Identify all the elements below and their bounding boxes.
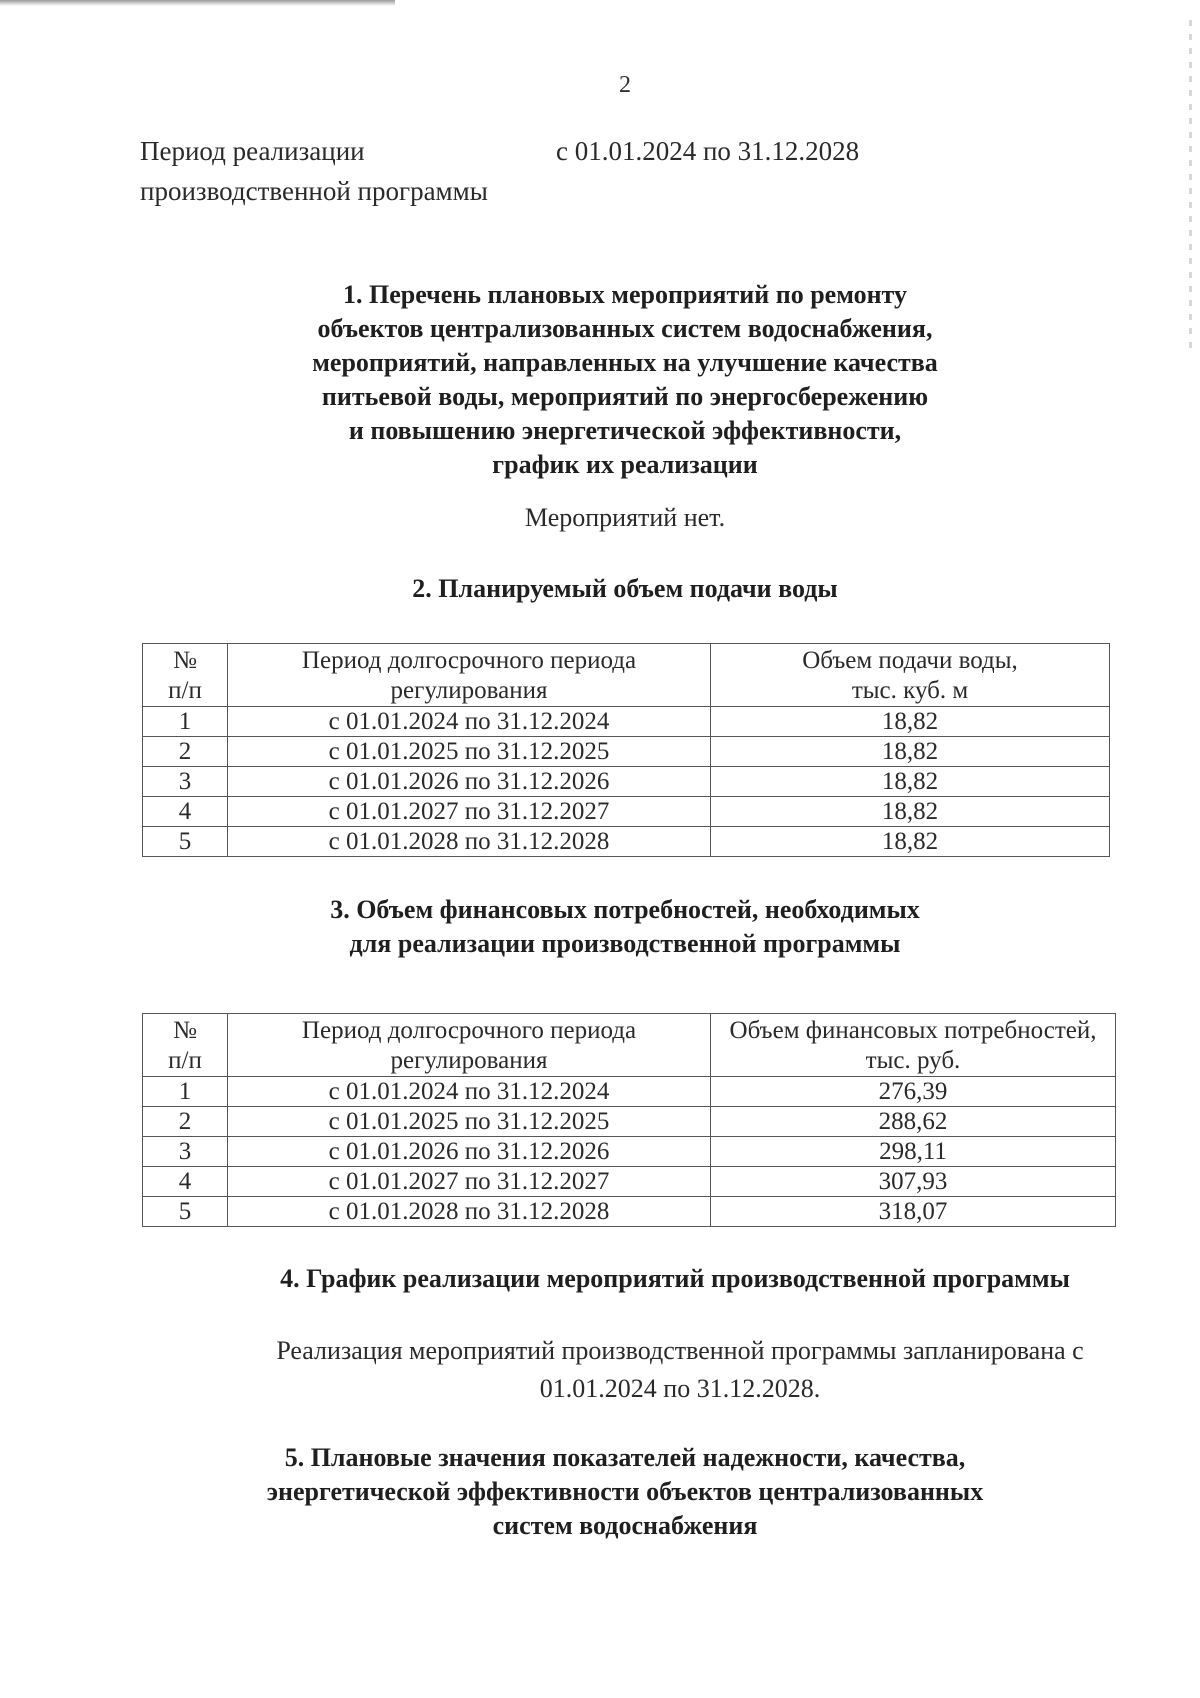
row-num: 5 xyxy=(143,1197,228,1227)
header-value-line1: Объем финансовых потребностей, xyxy=(729,1017,1097,1044)
section4-text-line1: Реализация мероприятий производственной программы запланирована с xyxy=(276,1336,1084,1365)
program-period-label-line2: производственной программы xyxy=(140,176,488,206)
section5-title-line: 5. Плановые значения показателей надежности, качества, xyxy=(284,1443,966,1472)
row-period: с 01.01.2024 по 31.12.2024 xyxy=(228,1077,711,1107)
table-row xyxy=(143,1107,1116,1137)
row-period: с 01.01.2025 по 31.12.2025 xyxy=(228,737,711,767)
table-row xyxy=(143,767,1110,797)
header-num xyxy=(143,1014,228,1077)
row-period: с 01.01.2027 по 31.12.2027 xyxy=(228,797,711,827)
row-num: 2 xyxy=(143,1107,228,1137)
table-row xyxy=(143,707,1110,737)
header-period-line2: регулирования xyxy=(390,1047,548,1074)
page-number: 2 xyxy=(619,72,631,98)
water-supply-table xyxy=(142,643,1110,857)
row-period: с 01.01.2028 по 31.12.2028 xyxy=(228,827,711,857)
section4-title: 4. График реализации мероприятий производственной программы xyxy=(280,1264,1070,1293)
row-period: с 01.01.2028 по 31.12.2028 xyxy=(228,1197,711,1227)
program-period-label-line1: Период реализации xyxy=(140,136,365,166)
section3-title xyxy=(150,893,1100,961)
row-num: 3 xyxy=(143,767,228,797)
section1-title xyxy=(150,278,1100,482)
section1-title-line: мероприятий, направленных на улучшение качества xyxy=(312,348,938,377)
header-period-line2: регулирования xyxy=(390,677,548,704)
row-value: 18,82 xyxy=(711,707,1110,737)
header-value-line2: тыс. куб. м xyxy=(851,677,969,704)
row-num: 2 xyxy=(143,737,228,767)
header-num-line2: п/п xyxy=(168,677,202,704)
row-period: с 01.01.2024 по 31.12.2024 xyxy=(228,707,711,737)
row-value: 18,82 xyxy=(711,767,1110,797)
section3-title-line: 3. Объем финансовых потребностей, необходимых xyxy=(330,895,920,924)
section1-title-line: и повышению энергетической эффективности, xyxy=(348,416,902,445)
program-period-value: с 01.01.2024 по 31.12.2028 xyxy=(556,136,860,166)
table-header-row xyxy=(143,1014,1116,1077)
table-row xyxy=(143,737,1110,767)
row-period: с 01.01.2026 по 31.12.2026 xyxy=(228,1137,711,1167)
scan-edge-marks xyxy=(1189,20,1192,350)
table-row xyxy=(143,1137,1116,1167)
section1-title-line: питьевой воды, мероприятий по энергосбережению xyxy=(321,382,929,411)
header-period-line1: Период долгосрочного периода xyxy=(301,1017,637,1044)
section4-text xyxy=(210,1332,1150,1408)
row-num: 4 xyxy=(143,1167,228,1197)
row-value: 288,62 xyxy=(711,1107,1116,1137)
header-value xyxy=(711,1014,1116,1077)
header-period xyxy=(228,644,711,707)
section5-title xyxy=(150,1441,1100,1543)
row-value: 18,82 xyxy=(711,827,1110,857)
row-num: 4 xyxy=(143,797,228,827)
row-period: с 01.01.2025 по 31.12.2025 xyxy=(228,1107,711,1137)
header-num-line1: № xyxy=(173,647,197,674)
table-row xyxy=(143,1197,1116,1227)
row-num: 3 xyxy=(143,1137,228,1167)
row-num: 5 xyxy=(143,827,228,857)
header-num xyxy=(143,644,228,707)
row-value: 298,11 xyxy=(711,1137,1116,1167)
row-value: 307,93 xyxy=(711,1167,1116,1197)
section1-title-line: объектов централизованных систем водоснабжения, xyxy=(317,314,933,343)
section5-title-line: энергетической эффективности объектов централизованных xyxy=(266,1477,984,1506)
section1-title-line: 1. Перечень плановых мероприятий по ремонту xyxy=(343,280,907,309)
row-num: 1 xyxy=(143,1077,228,1107)
row-value: 18,82 xyxy=(711,797,1110,827)
table-row xyxy=(143,827,1110,857)
row-value: 318,07 xyxy=(711,1197,1116,1227)
header-period xyxy=(228,1014,711,1077)
row-period: с 01.01.2027 по 31.12.2027 xyxy=(228,1167,711,1197)
program-period-label xyxy=(140,131,488,211)
section1-title-line: график их реализации xyxy=(492,450,758,479)
section1-text: Мероприятий нет. xyxy=(524,503,726,532)
header-num-line1: № xyxy=(173,1017,197,1044)
header-num-line2: п/п xyxy=(168,1047,202,1074)
row-num: 1 xyxy=(143,707,228,737)
financial-needs-table xyxy=(142,1013,1116,1227)
scan-edge-shadow xyxy=(0,0,395,6)
row-value: 276,39 xyxy=(711,1077,1116,1107)
header-period-line1: Период долгосрочного периода xyxy=(301,647,637,674)
header-value xyxy=(711,644,1110,707)
table-row xyxy=(143,1077,1116,1107)
header-value-line1: Объем подачи воды, xyxy=(802,647,1018,674)
table-header-row xyxy=(143,644,1110,707)
header-value-line2: тыс. руб. xyxy=(865,1047,961,1074)
row-period: с 01.01.2026 по 31.12.2026 xyxy=(228,767,711,797)
table-row xyxy=(143,1167,1116,1197)
row-value: 18,82 xyxy=(711,737,1110,767)
section2-title: 2. Планируемый объем подачи воды xyxy=(412,574,838,603)
section4-text-line2: 01.01.2024 по 31.12.2028. xyxy=(539,1374,821,1403)
section3-title-line: для реализации производственной программы xyxy=(349,929,901,958)
section5-title-line: систем водоснабжения xyxy=(492,1511,758,1540)
table-row xyxy=(143,797,1110,827)
